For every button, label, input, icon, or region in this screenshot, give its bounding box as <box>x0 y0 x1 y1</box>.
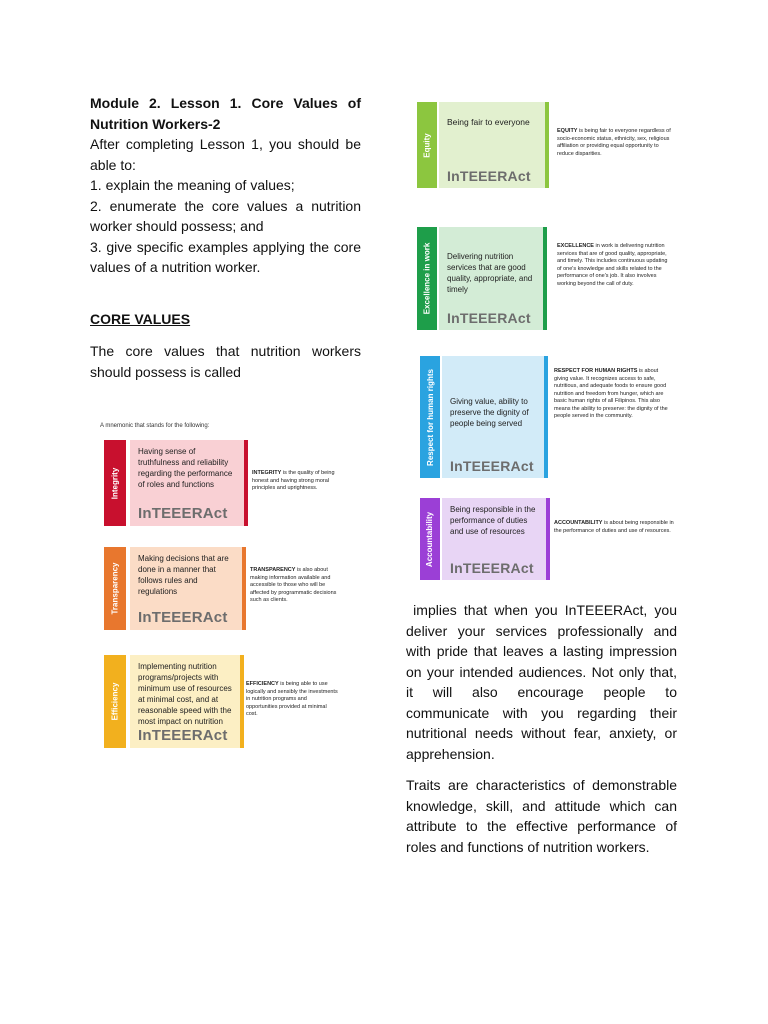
card-bar <box>242 547 246 630</box>
card-bar <box>240 655 244 748</box>
brand-logo: InTEEERAct <box>447 168 531 184</box>
value-card-transparency <box>104 547 336 630</box>
lesson-title: Module 2. Lesson 1. Core Values of Nutrition Workers-2 <box>90 95 361 132</box>
card-text: Making decisions that are done in a manner that follows rules and regulations <box>138 554 229 596</box>
brand-logo: InTEEERAct <box>138 609 228 626</box>
card-definition: TRANSPARENCY is also about making information available and accessible to those who will be affected by programmatic decisions such as clients. <box>250 567 337 603</box>
card-panel <box>439 227 543 330</box>
objective-item: 2. enumerate the core values a nutrition worker should possess; and <box>90 197 361 234</box>
card-label: Efficiency <box>110 682 120 721</box>
card-definition: EQUITY is being fair to everyone regardless of socio-economic status, ethnicity, sex, religious affiliation or providing equal opportunity to reduce disparities. <box>557 128 671 157</box>
card-panel <box>442 356 544 478</box>
card-text: Being fair to everyone <box>447 117 530 127</box>
objective-item: 1. explain the meaning of values; <box>90 177 295 193</box>
card-band <box>104 547 126 630</box>
lesson-intro-text: After completing Lesson 1, you should be able to: <box>90 136 361 173</box>
card-bar <box>546 498 550 580</box>
card-band <box>104 440 126 526</box>
card-band <box>417 102 437 188</box>
core-values-heading: CORE VALUES <box>90 311 191 327</box>
interact-paragraph: implies that when you InTEEERAct, you deliver your services professionally and with pride that leaves a lasting impression on your intended audiences. Not only that, it will also encourage people to communicate with you regarding their nutritional needs without fear, anxiety, or apprehension. <box>406 602 677 762</box>
brand-logo: InTEEERAct <box>450 560 534 576</box>
core-values-paragraph: The core values that nutrition workers should possess is called <box>90 343 361 380</box>
brand-logo: InTEEERAct <box>138 727 228 744</box>
card-panel <box>130 440 244 526</box>
card-text: Delivering nutrition services that are good quality, appropriate, and timely <box>447 252 533 294</box>
value-card-efficiency <box>104 655 336 748</box>
card-text: Giving value, ability to preserve the dignity of people being served <box>450 397 529 428</box>
card-panel <box>130 655 240 748</box>
card-text: Implementing nutrition programs/projects with minimum use of resources at minimal cost, and at reasonable speed with the most impact on nutrition <box>138 662 232 726</box>
mnemonic-caption: A mnemonic that stands for the following: <box>100 423 210 429</box>
brand-logo: InTEEERAct <box>450 458 534 474</box>
card-band <box>104 655 126 748</box>
card-text: Having sense of truthfulness and reliability regarding the performance of roles and functions <box>138 447 233 489</box>
card-panel <box>442 498 546 580</box>
card-band <box>420 356 440 478</box>
value-card-equity <box>417 102 675 188</box>
card-label: Integrity <box>110 467 120 499</box>
card-text: Being responsible in the performance of duties and use of resources <box>450 505 536 536</box>
card-bar <box>544 356 548 478</box>
value-card-accountability <box>420 498 678 580</box>
card-panel <box>439 102 545 188</box>
traits-paragraph: Traits are characteristics of demonstrable knowledge, skill, and attitude which can attribute to the effective performance of roles and functions of nutrition workers. <box>406 777 677 855</box>
card-definition: RESPECT FOR HUMAN RIGHTS is about giving value. It recognizes access to safe, nutritious, and adequate foods to ensure good nutrition and freedom from hunger, which are basic human rights of all Filipinos. This also means the ability to preserve: the dignity of the people served in the community. <box>554 368 668 419</box>
card-definition: ACCOUNTABILITY is about being responsible in the performance of duties and use of resources. <box>554 520 674 534</box>
card-definition: EFFICIENCY is being able to use logically and sensibly the investments in nutrition programs and opportunities provided at minimal cost. <box>246 681 338 717</box>
card-definition: EXCELLENCE in work is delivering nutrition services that are of good quality, appropriate, and timely. This includes continuous updating of one's knowledge and skills related to the performance of one's job. It also involves working beyond the call of duty. <box>557 243 668 287</box>
card-label: Transparency <box>110 562 120 615</box>
brand-logo: InTEEERAct <box>447 310 531 326</box>
card-panel <box>130 547 242 630</box>
card-band <box>417 227 437 330</box>
lesson-intro <box>90 93 361 278</box>
brand-logo: InTEEERAct <box>138 505 228 522</box>
card-bar <box>545 102 549 188</box>
value-card-excellence <box>417 227 675 330</box>
card-label: Accountability <box>425 511 435 567</box>
card-band <box>420 498 440 580</box>
card-label: Excellence in work <box>422 242 432 315</box>
value-card-respect <box>420 356 678 478</box>
card-label: Respect for human rights <box>425 368 435 466</box>
card-bar <box>244 440 248 526</box>
objective-item: 3. give specific examples applying the core values of a nutrition worker. <box>90 238 361 275</box>
value-card-integrity <box>104 440 336 526</box>
card-definition: INTEGRITY is the quality of being honest and having strong moral principles and uprightness. <box>252 470 335 491</box>
card-label: Equity <box>422 132 432 158</box>
card-bar <box>543 227 547 330</box>
